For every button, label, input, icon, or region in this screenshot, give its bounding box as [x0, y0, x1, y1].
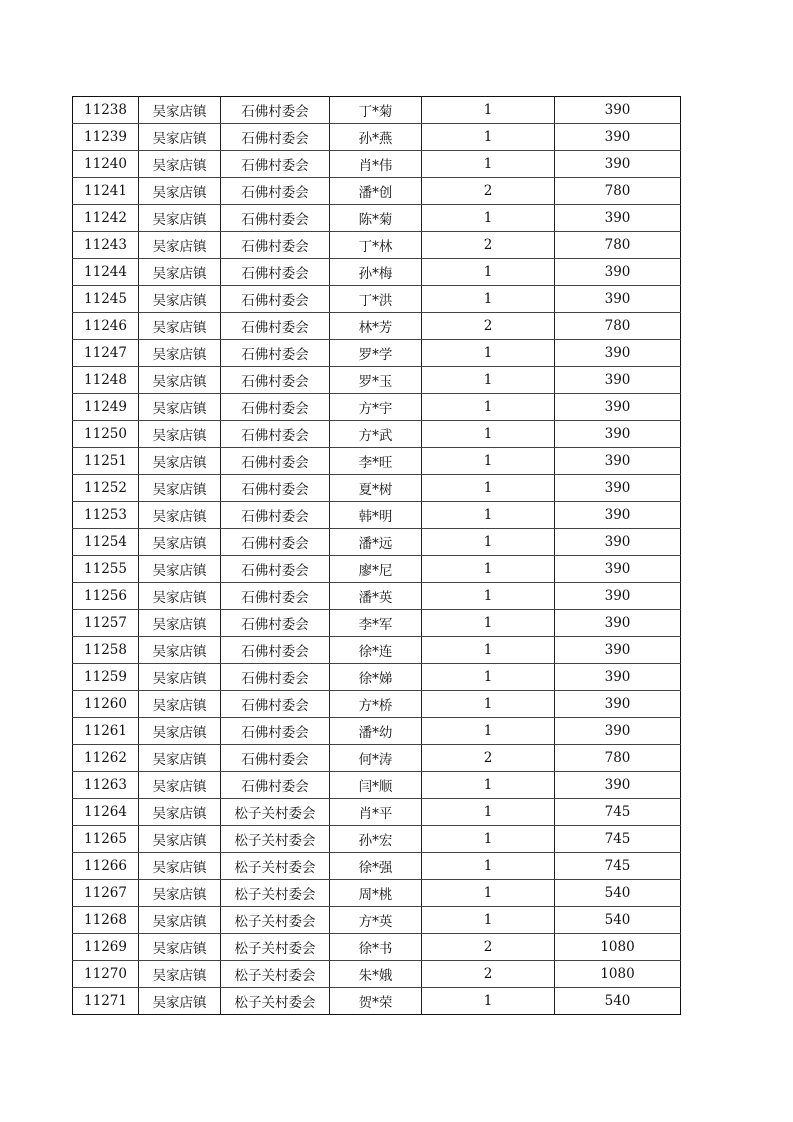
- village-cell: 松子关村委会: [221, 934, 330, 961]
- person-name-cell: 潘*英: [330, 583, 422, 610]
- table-row: [73, 691, 681, 718]
- town-cell: 吴家店镇: [139, 448, 221, 475]
- table-row: [73, 799, 681, 826]
- village-cell: 松子关村委会: [221, 988, 330, 1015]
- table-row: [73, 448, 681, 475]
- record-id-cell: 11251: [73, 448, 139, 475]
- table-row: [73, 745, 681, 772]
- amount-cell: 390: [555, 124, 681, 151]
- town-cell: 吴家店镇: [139, 529, 221, 556]
- household-count-cell: 1: [422, 151, 555, 178]
- person-name-cell: 丁*林: [330, 232, 422, 259]
- town-cell: 吴家店镇: [139, 394, 221, 421]
- town-cell: 吴家店镇: [139, 205, 221, 232]
- town-cell: 吴家店镇: [139, 664, 221, 691]
- town-cell: 吴家店镇: [139, 772, 221, 799]
- village-cell: 石佛村委会: [221, 610, 330, 637]
- town-cell: 吴家店镇: [139, 961, 221, 988]
- town-cell: 吴家店镇: [139, 340, 221, 367]
- person-name-cell: 方*武: [330, 421, 422, 448]
- town-cell: 吴家店镇: [139, 232, 221, 259]
- table-row: [73, 907, 681, 934]
- household-count-cell: 1: [422, 448, 555, 475]
- record-id-cell: 11239: [73, 124, 139, 151]
- table-row: [73, 151, 681, 178]
- person-name-cell: 朱*娥: [330, 961, 422, 988]
- person-name-cell: 徐*娣: [330, 664, 422, 691]
- town-cell: 吴家店镇: [139, 907, 221, 934]
- record-id-cell: 11260: [73, 691, 139, 718]
- record-id-cell: 11258: [73, 637, 139, 664]
- town-cell: 吴家店镇: [139, 880, 221, 907]
- amount-cell: 390: [555, 772, 681, 799]
- table-row: [73, 205, 681, 232]
- table-row: [73, 637, 681, 664]
- amount-cell: 390: [555, 394, 681, 421]
- record-id-cell: 11245: [73, 286, 139, 313]
- table-row: [73, 475, 681, 502]
- table-row: [73, 610, 681, 637]
- table-row: [73, 124, 681, 151]
- table-row: [73, 97, 681, 124]
- person-name-cell: 肖*伟: [330, 151, 422, 178]
- village-cell: 松子关村委会: [221, 826, 330, 853]
- town-cell: 吴家店镇: [139, 367, 221, 394]
- town-cell: 吴家店镇: [139, 151, 221, 178]
- household-count-cell: 1: [422, 259, 555, 286]
- amount-cell: 390: [555, 286, 681, 313]
- town-cell: 吴家店镇: [139, 475, 221, 502]
- household-count-cell: 1: [422, 664, 555, 691]
- village-cell: 松子关村委会: [221, 799, 330, 826]
- record-id-cell: 11242: [73, 205, 139, 232]
- record-id-cell: 11262: [73, 745, 139, 772]
- town-cell: 吴家店镇: [139, 556, 221, 583]
- person-name-cell: 潘*创: [330, 178, 422, 205]
- household-count-cell: 1: [422, 340, 555, 367]
- record-id-cell: 11263: [73, 772, 139, 799]
- village-cell: 石佛村委会: [221, 232, 330, 259]
- village-cell: 石佛村委会: [221, 124, 330, 151]
- table-row: [73, 529, 681, 556]
- table-row: [73, 178, 681, 205]
- amount-cell: 1080: [555, 961, 681, 988]
- household-count-cell: 1: [422, 97, 555, 124]
- table-row: [73, 394, 681, 421]
- record-id-cell: 11264: [73, 799, 139, 826]
- person-name-cell: 潘*远: [330, 529, 422, 556]
- person-name-cell: 徐*强: [330, 853, 422, 880]
- amount-cell: 390: [555, 664, 681, 691]
- household-count-cell: 2: [422, 961, 555, 988]
- town-cell: 吴家店镇: [139, 988, 221, 1015]
- town-cell: 吴家店镇: [139, 421, 221, 448]
- village-cell: 石佛村委会: [221, 205, 330, 232]
- table-row: [73, 502, 681, 529]
- person-name-cell: 廖*尼: [330, 556, 422, 583]
- household-count-cell: 1: [422, 286, 555, 313]
- village-cell: 石佛村委会: [221, 772, 330, 799]
- village-cell: 松子关村委会: [221, 961, 330, 988]
- household-count-cell: 1: [422, 475, 555, 502]
- amount-cell: 390: [555, 529, 681, 556]
- record-id-cell: 11241: [73, 178, 139, 205]
- record-id-cell: 11270: [73, 961, 139, 988]
- person-name-cell: 方*桥: [330, 691, 422, 718]
- amount-cell: 390: [555, 475, 681, 502]
- record-id-cell: 11255: [73, 556, 139, 583]
- village-cell: 石佛村委会: [221, 259, 330, 286]
- amount-cell: 390: [555, 637, 681, 664]
- village-cell: 石佛村委会: [221, 313, 330, 340]
- record-id-cell: 11271: [73, 988, 139, 1015]
- person-name-cell: 周*桃: [330, 880, 422, 907]
- person-name-cell: 贺*荣: [330, 988, 422, 1015]
- village-cell: 石佛村委会: [221, 394, 330, 421]
- village-cell: 松子关村委会: [221, 880, 330, 907]
- town-cell: 吴家店镇: [139, 583, 221, 610]
- person-name-cell: 闫*顺: [330, 772, 422, 799]
- household-count-cell: 1: [422, 502, 555, 529]
- village-cell: 石佛村委会: [221, 286, 330, 313]
- town-cell: 吴家店镇: [139, 853, 221, 880]
- amount-cell: 390: [555, 502, 681, 529]
- village-cell: 石佛村委会: [221, 151, 330, 178]
- town-cell: 吴家店镇: [139, 502, 221, 529]
- table-row: [73, 340, 681, 367]
- person-name-cell: 罗*学: [330, 340, 422, 367]
- record-id-cell: 11254: [73, 529, 139, 556]
- record-id-cell: 11238: [73, 97, 139, 124]
- table-row: [73, 259, 681, 286]
- record-id-cell: 11240: [73, 151, 139, 178]
- village-cell: 松子关村委会: [221, 907, 330, 934]
- record-id-cell: 11252: [73, 475, 139, 502]
- household-count-cell: 1: [422, 583, 555, 610]
- record-id-cell: 11253: [73, 502, 139, 529]
- person-name-cell: 李*旺: [330, 448, 422, 475]
- amount-cell: 780: [555, 313, 681, 340]
- village-cell: 石佛村委会: [221, 583, 330, 610]
- town-cell: 吴家店镇: [139, 826, 221, 853]
- table-row: [73, 367, 681, 394]
- household-count-cell: 1: [422, 529, 555, 556]
- amount-cell: 780: [555, 178, 681, 205]
- table-row: [73, 853, 681, 880]
- table-row: [73, 664, 681, 691]
- person-name-cell: 陈*菊: [330, 205, 422, 232]
- record-id-cell: 11268: [73, 907, 139, 934]
- person-name-cell: 孙*宏: [330, 826, 422, 853]
- table-row: [73, 232, 681, 259]
- village-cell: 石佛村委会: [221, 529, 330, 556]
- amount-cell: 780: [555, 745, 681, 772]
- household-count-cell: 1: [422, 799, 555, 826]
- town-cell: 吴家店镇: [139, 178, 221, 205]
- village-cell: 石佛村委会: [221, 691, 330, 718]
- record-id-cell: 11248: [73, 367, 139, 394]
- household-count-cell: 1: [422, 853, 555, 880]
- household-count-cell: 2: [422, 313, 555, 340]
- table-row: [73, 286, 681, 313]
- village-cell: 石佛村委会: [221, 718, 330, 745]
- record-id-cell: 11244: [73, 259, 139, 286]
- record-id-cell: 11246: [73, 313, 139, 340]
- village-cell: 石佛村委会: [221, 178, 330, 205]
- person-name-cell: 徐*连: [330, 637, 422, 664]
- table-row: [73, 718, 681, 745]
- household-count-cell: 1: [422, 772, 555, 799]
- table-row: [73, 772, 681, 799]
- amount-cell: 780: [555, 232, 681, 259]
- household-count-cell: 1: [422, 880, 555, 907]
- amount-cell: 745: [555, 799, 681, 826]
- household-count-cell: 2: [422, 232, 555, 259]
- record-id-cell: 11266: [73, 853, 139, 880]
- amount-cell: 390: [555, 97, 681, 124]
- table-row: [73, 826, 681, 853]
- town-cell: 吴家店镇: [139, 286, 221, 313]
- household-count-cell: 2: [422, 745, 555, 772]
- record-id-cell: 11265: [73, 826, 139, 853]
- amount-cell: 390: [555, 610, 681, 637]
- amount-cell: 745: [555, 826, 681, 853]
- amount-cell: 390: [555, 691, 681, 718]
- table-row: [73, 421, 681, 448]
- person-name-cell: 罗*玉: [330, 367, 422, 394]
- record-id-cell: 11267: [73, 880, 139, 907]
- town-cell: 吴家店镇: [139, 799, 221, 826]
- village-cell: 石佛村委会: [221, 421, 330, 448]
- amount-cell: 390: [555, 718, 681, 745]
- record-id-cell: 11243: [73, 232, 139, 259]
- amount-cell: 745: [555, 853, 681, 880]
- record-id-cell: 11249: [73, 394, 139, 421]
- person-name-cell: 孙*梅: [330, 259, 422, 286]
- person-name-cell: 徐*书: [330, 934, 422, 961]
- person-name-cell: 李*军: [330, 610, 422, 637]
- table-row: [73, 556, 681, 583]
- village-cell: 石佛村委会: [221, 502, 330, 529]
- town-cell: 吴家店镇: [139, 691, 221, 718]
- table-row: [73, 880, 681, 907]
- roster-table-body: [73, 97, 681, 1015]
- household-count-cell: 1: [422, 367, 555, 394]
- roster-table: [72, 96, 681, 1015]
- record-id-cell: 11257: [73, 610, 139, 637]
- town-cell: 吴家店镇: [139, 259, 221, 286]
- village-cell: 石佛村委会: [221, 664, 330, 691]
- person-name-cell: 丁*菊: [330, 97, 422, 124]
- amount-cell: 390: [555, 151, 681, 178]
- household-count-cell: 1: [422, 124, 555, 151]
- person-name-cell: 丁*洪: [330, 286, 422, 313]
- record-id-cell: 11261: [73, 718, 139, 745]
- amount-cell: 390: [555, 367, 681, 394]
- amount-cell: 390: [555, 583, 681, 610]
- household-count-cell: 1: [422, 718, 555, 745]
- amount-cell: 390: [555, 205, 681, 232]
- town-cell: 吴家店镇: [139, 124, 221, 151]
- village-cell: 石佛村委会: [221, 637, 330, 664]
- household-count-cell: 1: [422, 907, 555, 934]
- amount-cell: 540: [555, 880, 681, 907]
- town-cell: 吴家店镇: [139, 934, 221, 961]
- record-id-cell: 11259: [73, 664, 139, 691]
- village-cell: 石佛村委会: [221, 340, 330, 367]
- town-cell: 吴家店镇: [139, 745, 221, 772]
- person-name-cell: 林*芳: [330, 313, 422, 340]
- table-row: [73, 583, 681, 610]
- village-cell: 石佛村委会: [221, 367, 330, 394]
- town-cell: 吴家店镇: [139, 637, 221, 664]
- household-count-cell: 1: [422, 556, 555, 583]
- amount-cell: 390: [555, 448, 681, 475]
- household-count-cell: 1: [422, 691, 555, 718]
- village-cell: 石佛村委会: [221, 97, 330, 124]
- household-count-cell: 1: [422, 205, 555, 232]
- household-count-cell: 1: [422, 826, 555, 853]
- amount-cell: 390: [555, 421, 681, 448]
- person-name-cell: 何*涛: [330, 745, 422, 772]
- record-id-cell: 11247: [73, 340, 139, 367]
- record-id-cell: 11256: [73, 583, 139, 610]
- amount-cell: 1080: [555, 934, 681, 961]
- town-cell: 吴家店镇: [139, 610, 221, 637]
- person-name-cell: 孙*燕: [330, 124, 422, 151]
- household-count-cell: 1: [422, 421, 555, 448]
- person-name-cell: 潘*幼: [330, 718, 422, 745]
- table-row: [73, 934, 681, 961]
- amount-cell: 390: [555, 340, 681, 367]
- household-count-cell: 1: [422, 637, 555, 664]
- town-cell: 吴家店镇: [139, 313, 221, 340]
- person-name-cell: 韩*明: [330, 502, 422, 529]
- household-count-cell: 2: [422, 178, 555, 205]
- household-count-cell: 1: [422, 988, 555, 1015]
- person-name-cell: 夏*树: [330, 475, 422, 502]
- town-cell: 吴家店镇: [139, 97, 221, 124]
- village-cell: 松子关村委会: [221, 853, 330, 880]
- amount-cell: 540: [555, 907, 681, 934]
- person-name-cell: 方*英: [330, 907, 422, 934]
- village-cell: 石佛村委会: [221, 556, 330, 583]
- amount-cell: 390: [555, 556, 681, 583]
- household-count-cell: 2: [422, 934, 555, 961]
- table-row: [73, 313, 681, 340]
- village-cell: 石佛村委会: [221, 448, 330, 475]
- record-id-cell: 11269: [73, 934, 139, 961]
- town-cell: 吴家店镇: [139, 718, 221, 745]
- person-name-cell: 方*宇: [330, 394, 422, 421]
- village-cell: 石佛村委会: [221, 475, 330, 502]
- amount-cell: 540: [555, 988, 681, 1015]
- table-row: [73, 961, 681, 988]
- village-cell: 石佛村委会: [221, 745, 330, 772]
- amount-cell: 390: [555, 259, 681, 286]
- record-id-cell: 11250: [73, 421, 139, 448]
- person-name-cell: 肖*平: [330, 799, 422, 826]
- household-count-cell: 1: [422, 394, 555, 421]
- household-count-cell: 1: [422, 610, 555, 637]
- table-row: [73, 988, 681, 1015]
